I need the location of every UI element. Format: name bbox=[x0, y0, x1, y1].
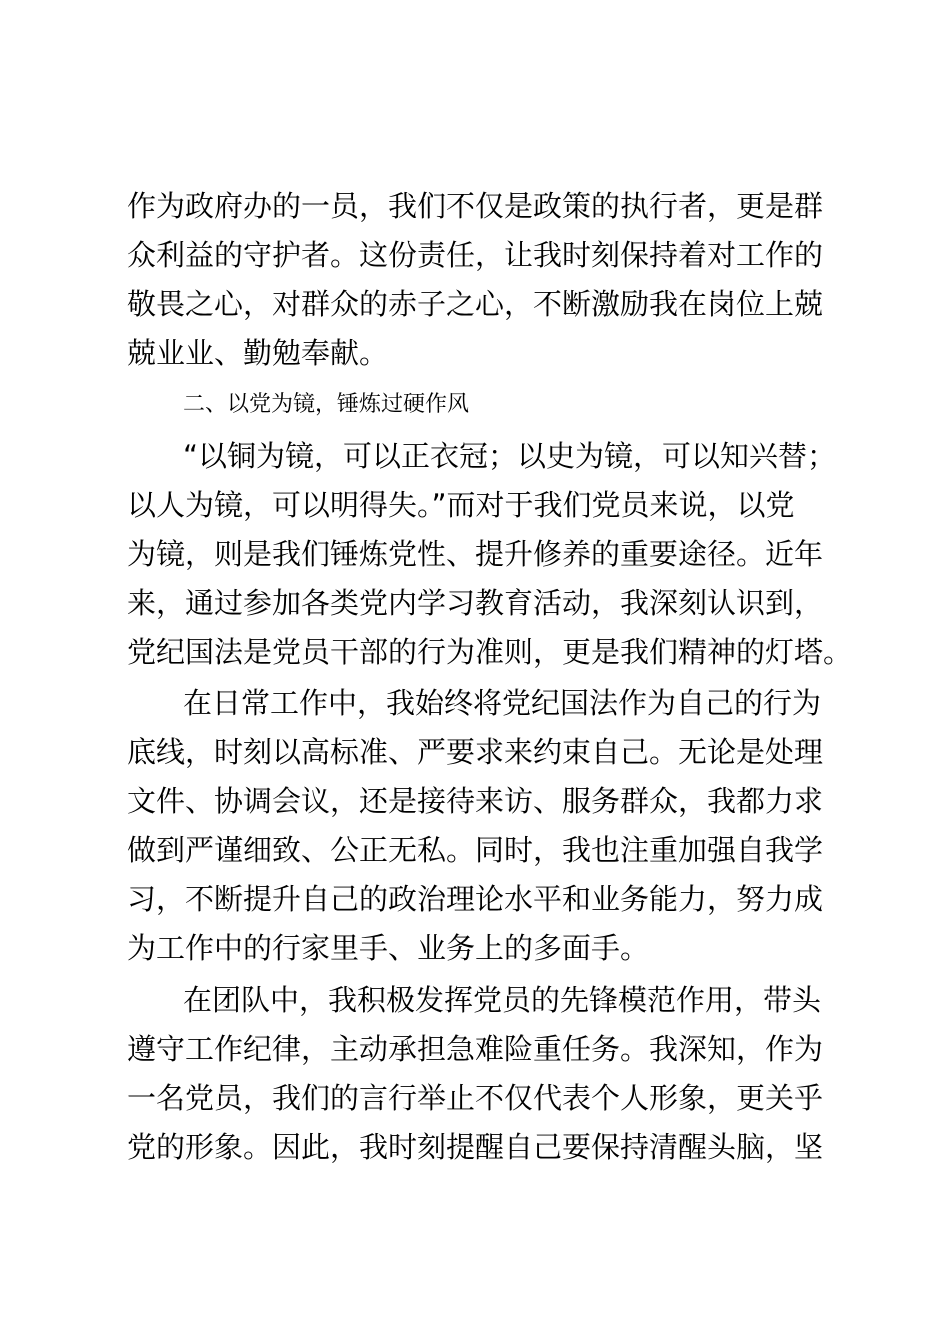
text-line: 兢业业、勤勉奉献。 bbox=[127, 336, 389, 370]
text-line: 为工作中的行家里手、业务上的多面手。 bbox=[127, 931, 650, 965]
text-line: 党纪国法是党员干部的行为准则，更是我们精神的灯塔。 bbox=[127, 635, 853, 669]
text-line: 敬畏之心，对群众的赤子之心，不断激励我在岗位上兢 bbox=[127, 287, 824, 321]
text-line: 为镜，则是我们锤炼党性、提升修养的重要途径。近年 bbox=[127, 537, 824, 571]
text-line: 在日常工作中，我始终将党纪国法作为自己的行为 bbox=[183, 686, 822, 720]
text-line: 作为政府办的一员，我们不仅是政策的执行者，更是群 bbox=[127, 189, 824, 223]
text-line: 一名党员，我们的言行举止不仅代表个人形象，更关乎 bbox=[127, 1081, 824, 1115]
text-line: 来，通过参加各类党内学习教育活动，我深刻认识到， bbox=[127, 586, 824, 620]
text-line: 底线，时刻以高标准、严要求来约束自己。无论是处理 bbox=[127, 735, 824, 769]
text-line: 党的形象。因此，我时刻提醒自己要保持清醒头脑，坚 bbox=[127, 1130, 824, 1164]
text-line: 文件、协调会议，还是接待来访、服务群众，我都力求 bbox=[127, 784, 824, 818]
section-heading: 二、以党为镜，锤炼过硬作风 bbox=[183, 392, 470, 417]
text-line: “以铜为镜，可以正衣冠；以史为镜，可以知兴替； bbox=[183, 439, 837, 473]
text-line: 遵守工作纪律，主动承担急难险重任务。我深知，作为 bbox=[127, 1032, 824, 1066]
text-line: 以人为镜，可以明得失。”而对于我们党员来说，以党 bbox=[127, 488, 795, 522]
text-line: 在团队中，我积极发挥党员的先锋模范作用，带头 bbox=[183, 983, 822, 1017]
text-line: 众利益的守护者。这份责任，让我时刻保持着对工作的 bbox=[127, 238, 824, 272]
text-line: 习，不断提升自己的政治理论水平和业务能力，努力成 bbox=[127, 882, 824, 916]
text-line: 做到严谨细致、公正无私。同时，我也注重加强自我学 bbox=[127, 833, 824, 867]
